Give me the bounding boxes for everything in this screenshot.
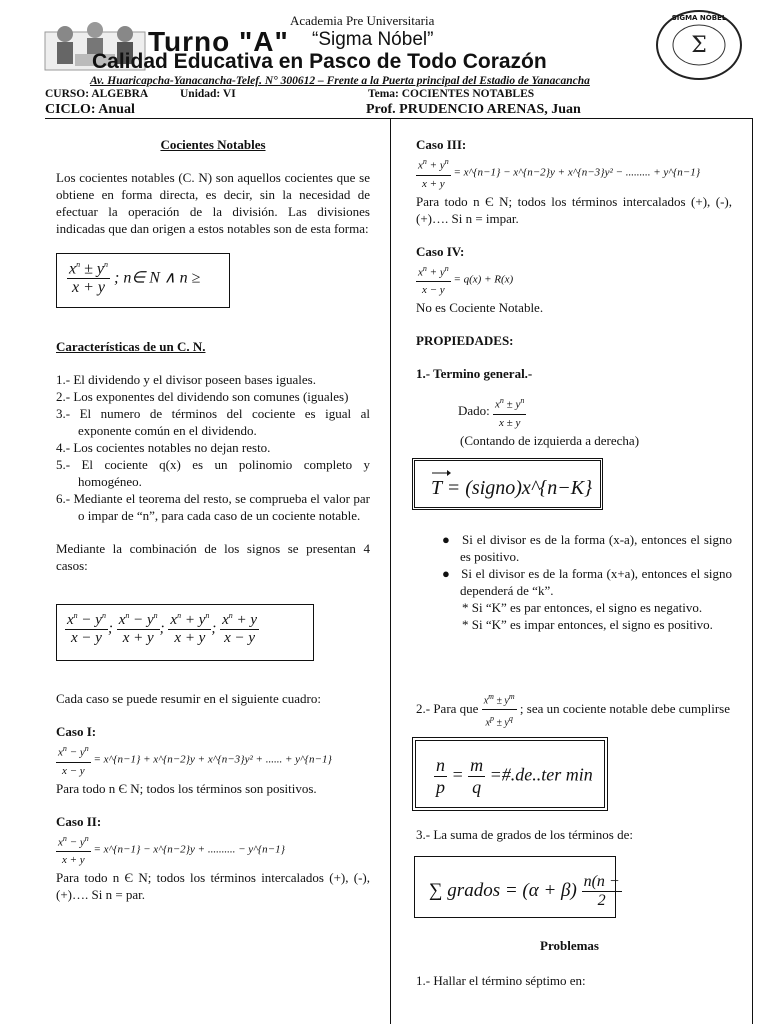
p2-fraction: $\frac{x^m \pm y^m}{x^p \pm y^q}$: [482, 688, 517, 732]
sum-degrees-formula: ∑ grados = (α + β) $\frac{n(n -}{2}$: [429, 873, 620, 909]
caso4-title: Caso IV:: [416, 243, 465, 259]
vector-arrow-icon: [431, 469, 451, 477]
four-cases-fractions: $\frac{x^n - y^n}{x - y}$ ; $\frac{x^n - y^n}{x + y}$ ; $\frac{x^n + y^n}{x + y}$ ; $\frac{x^n + y}{x - y}$: [67, 611, 258, 646]
dado-fraction: $\frac{x^n \pm y^n}{x \pm y}$: [493, 392, 526, 432]
turno-title: Turno "A": [148, 26, 289, 57]
caso2-rhs: = x^{n−1} − x^{n−2}y + .......... − y^{n−1}: [93, 843, 286, 856]
general-form-box: [56, 253, 230, 308]
list-item: 5.- El cociente q(x) es un polinomio completo y homogéneo.: [56, 457, 370, 489]
problem-1: 1.- Hallar el término séptimo en:: [416, 973, 586, 988]
school-name: “Sigma Nóbel”: [312, 29, 434, 50]
property2: [416, 688, 732, 732]
cases-left: [56, 690, 370, 903]
academy-name: Academia Pre Universitaria: [290, 13, 435, 28]
profesor: Prof. PRUDENCIO ARENAS, Juan: [366, 102, 581, 117]
caso3-formula: $\frac{x^n + y^n}{x + y}$ = x^{n−1} − x^{n−2}y + x^{n−3}y² − ......... + y^{n−1}: [416, 153, 732, 193]
caso3-note: Para todo n Є N; todos los términos intercalados (+), (-), (+)…. Si n = impar.: [416, 193, 732, 226]
unidad: Unidad: VI: [180, 88, 236, 100]
problems-title: Problemas: [540, 938, 599, 953]
counting-note: (Contando de izquierda a derecha): [460, 432, 640, 448]
caso4-rhs: = q(x) + R(x): [453, 273, 514, 286]
list-item: 3.- El numero de términos del cociente es igual al exponente común en el dividendo.: [56, 406, 370, 438]
right-border: [752, 118, 753, 1024]
curso: CURSO: ALGEBRA: [45, 88, 149, 100]
properties-title: PROPIEDADES:: [416, 333, 514, 349]
condition-rhs: =#.de..ter min: [489, 764, 593, 785]
caso3-rhs: = x^{n−1} − x^{n−2}y + x^{n−3}y² − ......... + y^{n−1}: [453, 166, 701, 179]
bullet-item: [416, 565, 732, 599]
list-item: 4.- Los cocientes notables no dejan resto.: [56, 440, 271, 455]
bullet-text: Si el divisor es de la forma (x+a), entonces el signo dependerá de “k”.: [460, 566, 732, 598]
caso1-formula: $\frac{x^n - y^n}{x - y}$ = x^{n−1} + x^{n−2}y + x^{n−3}y² + ...... + y^{n−1}: [56, 740, 370, 780]
caso1-title: Caso I:: [56, 724, 97, 739]
tema: Tema: COCIENTES NOTABLES: [368, 88, 535, 100]
sigma-nobel-seal: [656, 10, 742, 80]
p2-post: ; sea un cociente notable debe cumplirse: [519, 700, 730, 716]
combination-text: Mediante la combinación de los signos se presentan 4 casos:: [56, 541, 370, 573]
condition-formula: $\frac{n}{p}$ = $\frac{m}{q}$ =#.de..ter min: [436, 755, 593, 797]
dado-line: [416, 392, 732, 432]
svg-text:Σ: Σ: [691, 33, 707, 58]
four-cases-box: [56, 604, 314, 661]
caso1-rhs: = x^{n−1} + x^{n−2}y + x^{n−3}y² + ...... + y^{n−1}: [93, 753, 332, 766]
header: [0, 0, 768, 120]
sub-bullet: * Si “K” es par entonces, el signo es negativo.: [462, 600, 703, 615]
list-item: 1.- El dividendo y el divisor poseen bases iguales.: [56, 372, 316, 387]
p2-pre: 2.- Para que: [416, 700, 479, 716]
general-fraction: $\frac{x^n \pm y^n}{x + y}$ ; n∈ N ∧ n ≥: [69, 260, 201, 297]
sum-degrees-box: [414, 856, 620, 918]
characteristics: [56, 338, 370, 574]
caso4-note: No es Cociente Notable.: [416, 300, 544, 316]
caso2-title: Caso II:: [56, 813, 102, 829]
characteristics-title: Características de un C. N.: [56, 339, 206, 354]
sign-rules: [416, 531, 732, 633]
address: Av. Huaricapcha-Yanacancha-Telef. N° 300612 – Frente a la Puerta principal del Estadio de Yanacancha: [90, 75, 590, 87]
term-general-formula: T = (signo)x^{n−K}: [431, 477, 593, 499]
sub-bullet: * Si “K” es impar entonces, el signo es positivo.: [462, 617, 713, 632]
sum-degrees-lhs: ∑ grados = (α + β): [429, 879, 577, 901]
property1-title: 1.- Termino general.-: [416, 366, 533, 382]
list-item: 6.- Mediante el teorema del resto, se comprueba el valor par o impar de “n”, para cada caso de un cociente notable.: [56, 491, 370, 523]
bullet-dot-icon: ●: [442, 532, 463, 547]
column-divider: [390, 118, 391, 1024]
left-column: [56, 136, 370, 237]
right-column: [416, 136, 732, 449]
caso1-note: Para todo n Є N; todos los términos son positivos.: [56, 780, 317, 796]
summary-text: Cada caso se puede resumir en el siguiente cuadro:: [56, 691, 321, 706]
caso2-note: Para todo n Є N; todos los términos intercalados (+), (-), (+)…. Si n = par.: [56, 870, 370, 903]
caso2-formula: $\frac{x^n - y^n}{x + y}$ = x^{n−1} − x^{n−2}y + .......... − y^{n−1}: [56, 830, 370, 870]
dado-label: Dado:: [458, 403, 490, 419]
general-condition: ; n∈ N ∧ n ≥: [114, 269, 201, 287]
section-title: Cocientes Notables: [160, 137, 266, 152]
ciclo: CICLO: Anual: [45, 102, 135, 117]
condition-box: [412, 737, 608, 811]
bullet-item: [416, 531, 732, 565]
caso3-title: Caso III:: [416, 137, 467, 152]
slogan: Calidad Educativa en Pasco de Todo Corazón: [92, 50, 547, 73]
intro-text: Los cocientes notables (C. N) son aquellos cocientes que se obtiene en forma directa, es decir, sin la necesidad de efectuar la operación de la división. Las divisiones indicadas que dan origen a estos notables son de esta forma:: [56, 170, 370, 236]
header-rule: [45, 118, 753, 119]
bullet-dot-icon: ●: [442, 566, 462, 581]
property3: 3.- La suma de grados de los términos de:: [416, 827, 633, 842]
seal-text: SIGMA NÓBEL: [671, 14, 727, 22]
bullet-text: Si el divisor es de la forma (x-a), entonces el signo es positivo.: [460, 532, 732, 564]
caso4-formula: $\frac{x^n + y^n}{x - y}$ = q(x) + R(x): [416, 260, 732, 300]
list-item: 2.- Los exponentes del dividendo son comunes (iguales): [56, 389, 349, 404]
term-general-box: [412, 458, 603, 510]
